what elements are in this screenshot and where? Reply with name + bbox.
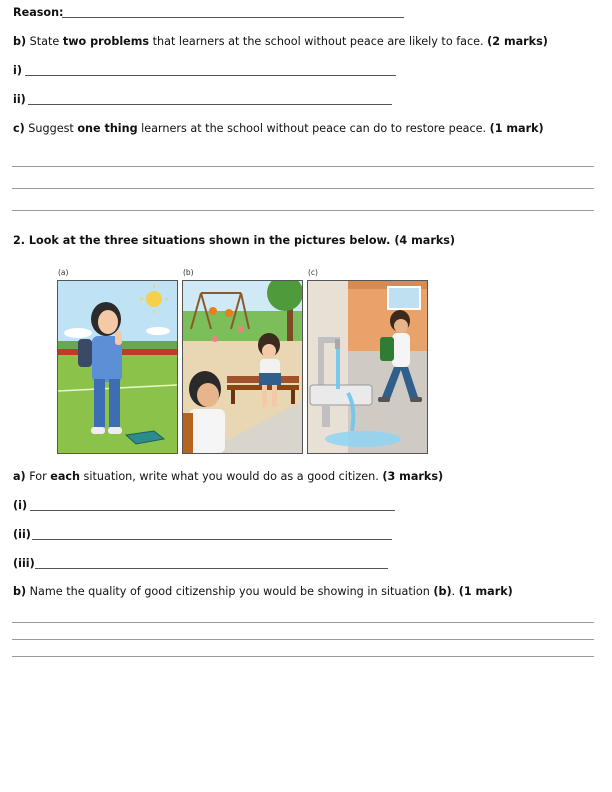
question-2-heading: 2. Look at the three situations shown in the pictures below. (4 marks) bbox=[13, 234, 456, 247]
item-label-i: i) bbox=[13, 64, 22, 77]
question-2a: a) For each situation, write what you would do as a good citizen. (3 marks) bbox=[13, 470, 444, 483]
question-2b: b) Name the quality of good citizenship you would be showing in situation (b). (1 mark) bbox=[13, 585, 513, 598]
answer-line-2b-3[interactable] bbox=[12, 656, 594, 657]
reason-label: Reason: bbox=[13, 6, 64, 19]
picture-label-a: (a) bbox=[58, 268, 69, 277]
answer-line-2b-1[interactable] bbox=[12, 622, 594, 623]
item-label-2a-i: (i) bbox=[13, 499, 28, 512]
item-label-2a-ii: (ii) bbox=[13, 528, 31, 541]
picture-label-b: (b) bbox=[183, 268, 194, 277]
picture-a bbox=[57, 280, 178, 454]
girl-crying-on-bench-icon bbox=[183, 281, 302, 453]
item-label-2a-iii: (iii) bbox=[13, 557, 35, 570]
picture-b bbox=[182, 280, 303, 454]
picture-c bbox=[307, 280, 428, 454]
answer-line-2b-2[interactable] bbox=[12, 639, 594, 640]
answer-line-1b-ii[interactable] bbox=[28, 104, 392, 105]
answer-line-2a-iii[interactable] bbox=[35, 568, 388, 569]
running-tap-overflowing-icon bbox=[308, 281, 427, 453]
answer-line-2a-ii[interactable] bbox=[32, 539, 392, 540]
answer-line-2a-i[interactable] bbox=[30, 510, 395, 511]
answer-line-1b-i[interactable] bbox=[25, 75, 396, 76]
question-1c: c) Suggest one thing learners at the school without peace can do to restore peace. (1 mark) bbox=[13, 122, 544, 135]
answer-line-reason[interactable] bbox=[62, 17, 404, 18]
item-label-ii: ii) bbox=[13, 93, 26, 106]
picture-label-c: (c) bbox=[308, 268, 318, 277]
answer-line-1c-3[interactable] bbox=[12, 210, 594, 211]
girl-looking-at-dropped-book-icon bbox=[58, 281, 177, 453]
answer-line-1c-2[interactable] bbox=[12, 188, 594, 189]
answer-line-1c-1[interactable] bbox=[12, 166, 594, 167]
question-1b: b) State two problems that learners at the school without peace are likely to face. (2 marks) bbox=[13, 35, 548, 48]
